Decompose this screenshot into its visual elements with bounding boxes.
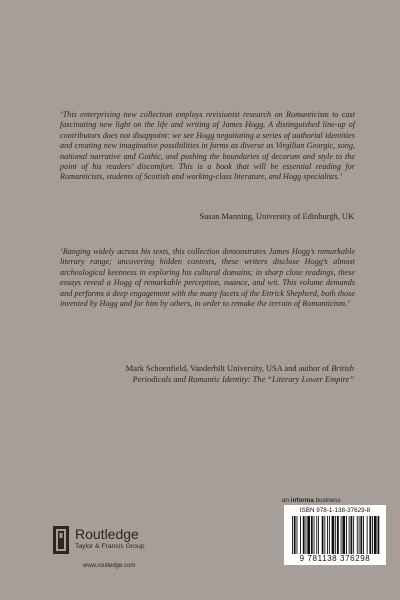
review-attribution-1: Susan Manning, University of Edinburgh, UK [199, 212, 354, 221]
informa-tagline [282, 497, 340, 504]
tagline-brand: informa [290, 497, 314, 504]
barcode-number: 9 781138 376298 [299, 554, 371, 563]
isbn-barcode [284, 505, 386, 565]
isbn-label: ISBN 978-1-138-37629-8 [299, 507, 371, 514]
review-quote-2: ‘Ranging widely across his texts, this collection demonstrates James Hogg’s remarkable literary range; uncovering hidden contexts, these writers disclose Hogg’s almost archeological keenness in exploring his cultural domains; in sharp close readings, these essays reveal a Hogg of remarkable perception, nuance, and wit. This volume demands and performs a deep engagement with the many facets of the Ettrick Shepherd, both those invented by Hogg and for him by others, in order to remake the terrain of Romanticism.’ [60, 247, 355, 309]
review-quote-1: ‘This enterprising new collection employs revisionist research on Romanticism to cast fascinating new light on the life and writing of James Hogg. A distinguished line-up of contributors does not disappoint: we see Hogg negotiating a series of authorial identities and creating new imaginative possibilities in forms as diverse as Virgilian Georgic, song, national narrative and Gothic, and pushing the boundaries of decorum and style to the point of his readers’ discomfort. This is a book that will be essential reading for Romanticists, students of Scottish and working-class literature, and Hogg specialists.’ [60, 110, 355, 182]
tagline-suffix: business [313, 497, 341, 504]
publisher-url: www.routledge.com [83, 563, 136, 569]
review-attribution-2 [89, 364, 354, 385]
attribution-2-book-title: British Periodicals and Romantic Identity: The “Literary Lower Empire” [132, 364, 354, 384]
tagline-prefix: an [282, 497, 291, 504]
routledge-logo-icon [53, 526, 69, 554]
barcode-bars [292, 516, 380, 554]
publisher-group: Taylor & Francis Group [75, 543, 145, 550]
publisher-logo-text [75, 527, 145, 551]
publisher-name: Routledge [75, 526, 139, 542]
attribution-2-prefix: Mark Schoenfield, Vanderbilt University, USA and author of [125, 364, 332, 373]
